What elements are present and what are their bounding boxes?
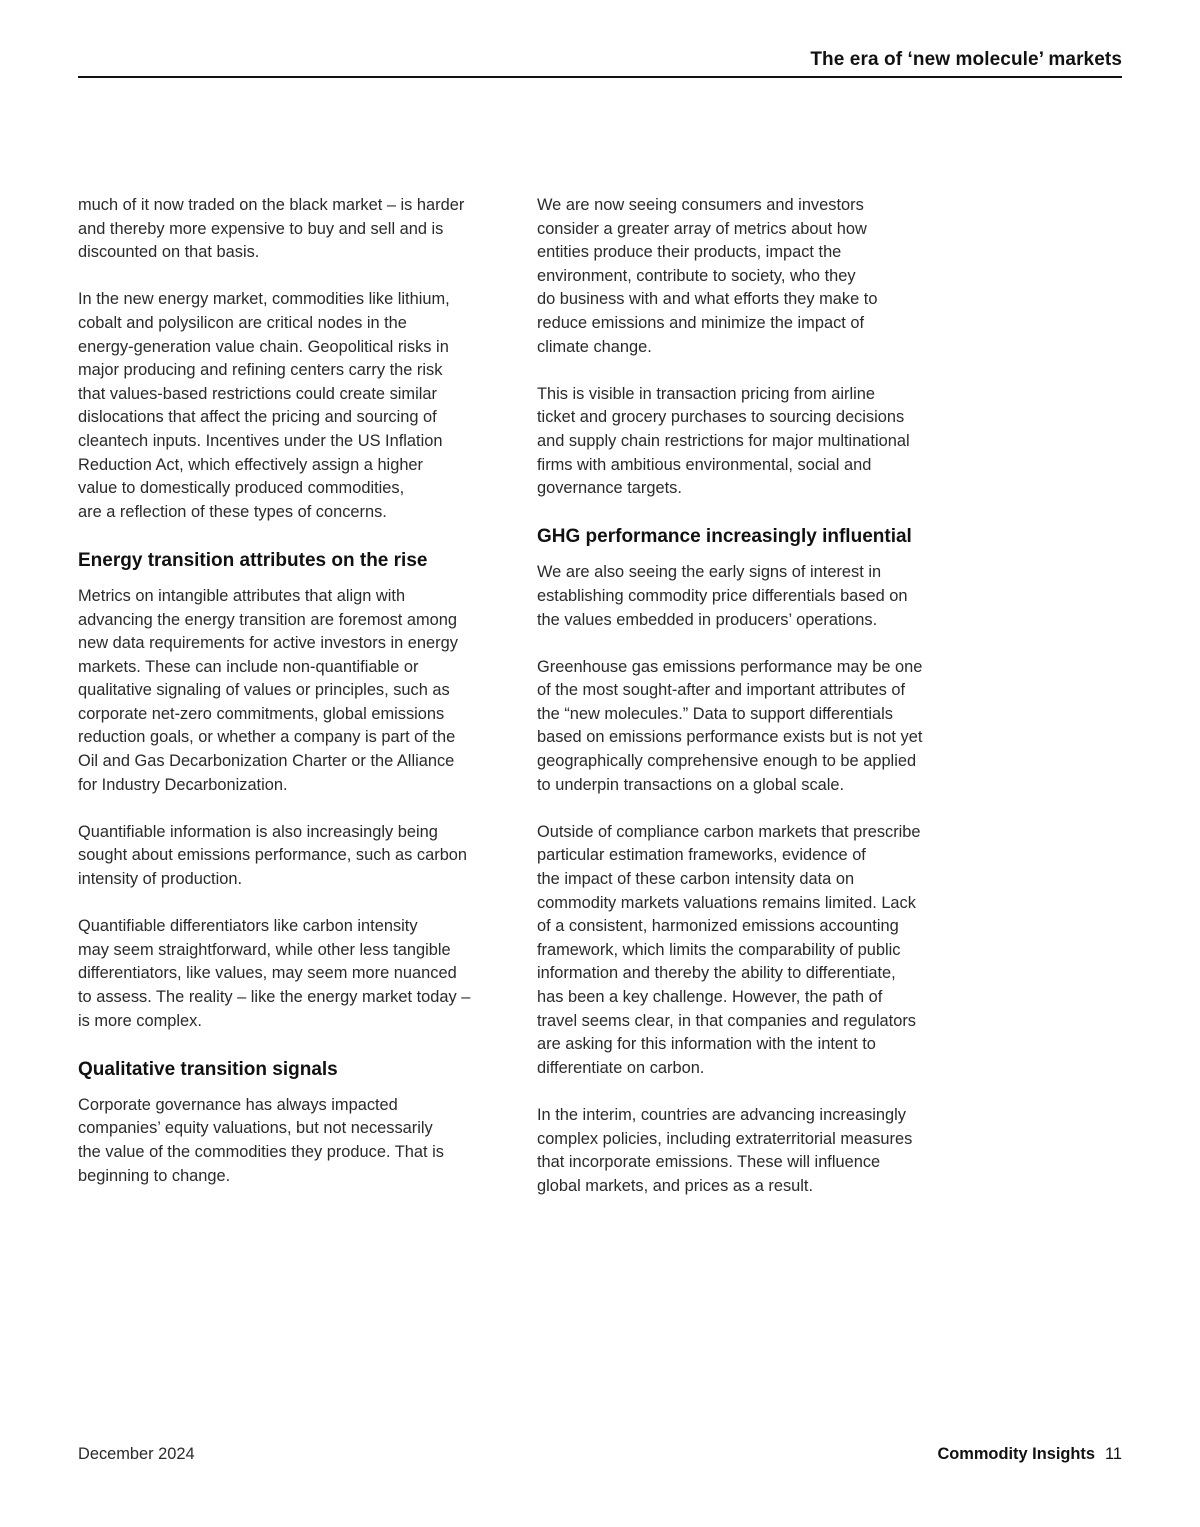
section-heading-qualitative-signals: Qualitative transition signals xyxy=(78,1058,338,1080)
body-paragraph: Corporate governance has always impacted companies’ equity valuations, but not necessarily the value of the commodities they produce. That is beginning to change. xyxy=(78,1095,444,1185)
body-paragraph: In the interim, countries are advancing increasingly complex policies, including extraterritorial measures that incorporate emissions. These will influence global markets, and prices as a result. xyxy=(537,1105,913,1195)
section-heading-ghg-performance: GHG performance increasingly influential xyxy=(537,526,912,548)
footer-brand: Commodity Insights xyxy=(937,1445,1095,1463)
body-paragraph: Metrics on intangible attributes that align with advancing the energy transition are foremost among new data requirements for active investors in energy markets. These can include non-quantifiable or qualitative signaling of values or principles, such as corporate net-zero commitments, global emissions reduction goals, or whether a company is part of the Oil and Gas Decarbonization Charter or the Alliance for Industry Decarbonization. xyxy=(78,586,458,794)
footer-date: December 2024 xyxy=(78,1445,195,1463)
footer-brand-block xyxy=(937,1445,1122,1464)
section-heading-energy-transition: Energy transition attributes on the rise xyxy=(78,549,428,571)
page-number: 11 xyxy=(1104,1445,1122,1463)
header-divider xyxy=(78,76,1122,78)
running-header-title: The era of ‘new molecule’ markets xyxy=(810,49,1122,70)
body-paragraph: We are now seeing consumers and investors consider a greater array of metrics about how entities produce their products, impact the environment, contribute to society, who they do business with and what efforts they make to reduce emissions and minimize the impact of climate change. xyxy=(537,196,878,356)
body-paragraph: much of it now traded on the black market – is harder and thereby more expensive to buy and sell and is discounted on that basis. xyxy=(78,196,465,262)
body-paragraph: Greenhouse gas emissions performance may be one of the most sought-after and important attributes of the “new molecules.” Data to support differentials based on emissions performance exists but is not yet geographically comprehensive enough to be applied to underpin transactions on a global scale. xyxy=(537,657,923,794)
body-paragraph: This is visible in transaction pricing from airline ticket and grocery purchases to sourcing decisions and supply chain restrictions for major multinational firms with ambitious environmental, social and governance targets. xyxy=(537,384,910,498)
left-column xyxy=(78,194,514,1212)
body-paragraph: We are also seeing the early signs of interest in establishing commodity price differentials based on the values embedded in producers’ operations. xyxy=(537,563,908,629)
body-paragraph: In the new energy market, commodities like lithium, cobalt and polysilicon are critical nodes in the energy-generation value chain. Geopolitical risks in major producing and refining centers carry the risk that values-based restrictions could create similar dislocations that affect the pricing and sourcing of cleantech inputs. Incentives under the US Inflation Reduction Act, which effectively assign a higher value to domestically produced commodities, are a reflection of these types of concerns. xyxy=(78,290,450,521)
body-paragraph: Quantifiable information is also increasingly being sought about emissions performance, such as carbon intensity of production. xyxy=(78,822,468,889)
body-paragraph: Quantifiable differentiators like carbon intensity may seem straightforward, while other less tangible differentiators, like values, may seem more nuanced to assess. The reality – like the energy market today – is more complex. xyxy=(78,917,471,1030)
body-paragraph: Outside of compliance carbon markets that prescribe particular estimation frameworks, evidence of the impact of these carbon intensity data on commodity markets valuations remains limited. Lack of a consistent, harmonized emissions accounting framework, which limits the comparability of public information and thereby the ability to differentiate, has been a key challenge. However, the path of travel seems clear, in that companies and regulators are asking for this information with the intent to differentiate on carbon. xyxy=(537,822,921,1077)
right-column xyxy=(537,194,973,1222)
